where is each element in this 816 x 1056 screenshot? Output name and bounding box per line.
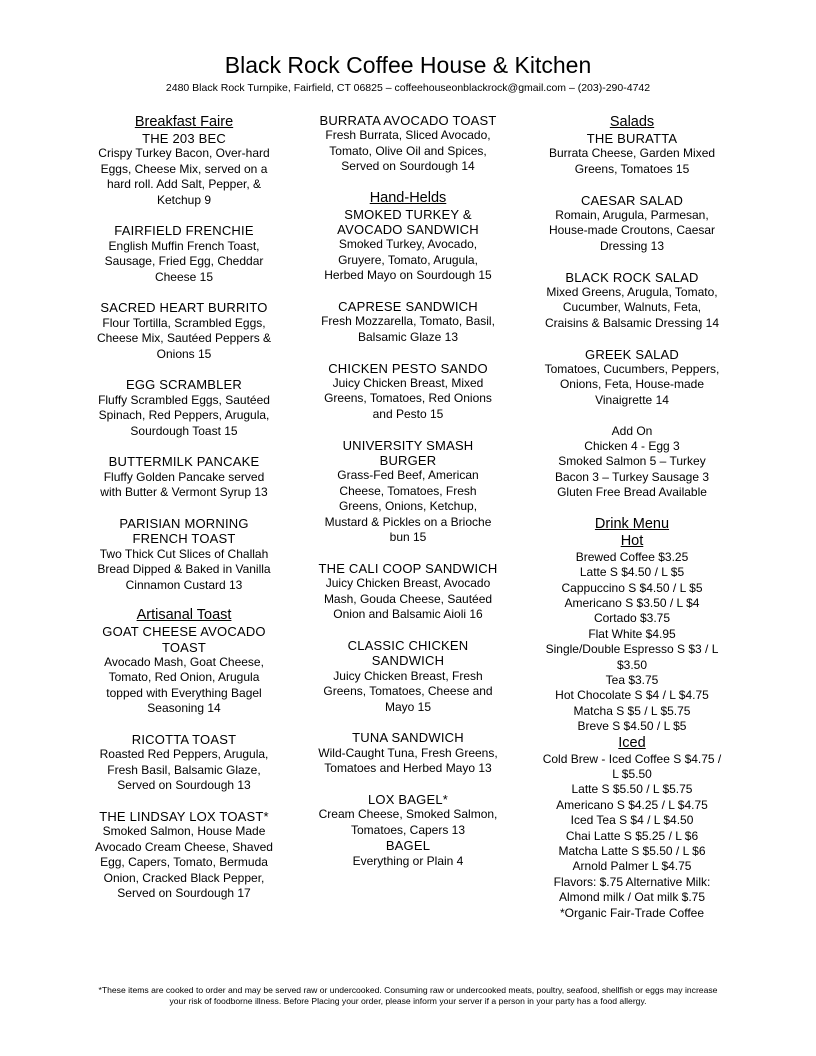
drink-item: Latte S $5.50 / L $5.75 — [571, 782, 693, 797]
menu-item-name: FAIRFIELD FRENCHIE — [114, 223, 254, 239]
menu-item-description: Smoked Turkey, Avocado, Gruyere, Tomato, Arugula, Herbed Mayo on Sourdough 15 — [324, 237, 492, 283]
menu-item-name: GOAT CHEESE AVOCADO TOAST — [102, 624, 266, 655]
menu-item-description: Fresh Burrata, Sliced Avocado, Tomato, Olive Oil and Spices, Served on Sourdough 14 — [325, 128, 491, 174]
add-on-line: Gluten Free Bread Available — [557, 485, 707, 500]
menu-item-name: RICOTTA TOAST — [131, 731, 237, 747]
section-heading-drink-menu: Drink Menu — [594, 515, 670, 532]
drink-item: Arnold Palmer L $4.75 — [572, 859, 692, 874]
menu-item-description: Flour Tortilla, Scrambled Eggs, Cheese Mix, Sautéed Peppers & Onions 15 — [96, 315, 272, 361]
menu-item-description: Romain, Arugula, Parmesan, House-made Croutons, Caesar Dressing 13 — [548, 208, 716, 253]
menu-item-name: SACRED HEART BURRITO — [100, 300, 268, 316]
section-heading-hand-helds: Hand-Helds — [369, 189, 447, 206]
menu-column-left — [94, 113, 274, 917]
menu-item — [318, 792, 498, 838]
menu-item-description: Fluffy Golden Pancake served with Butter & Vermont Syrup 13 — [100, 469, 268, 500]
menu-item — [94, 624, 274, 716]
menu-column-right — [541, 113, 723, 921]
drink-item: Tea $3.75 — [605, 672, 659, 687]
menu-item — [318, 207, 498, 284]
menu-item-name: TUNA SANDWICH — [352, 730, 464, 746]
drink-item: Americano S $4.25 / L $4.75 — [556, 797, 708, 812]
drink-item: Breve S $4.50 / L $5 — [577, 719, 687, 734]
menu-item-description: Fluffy Scrambled Eggs, Sautéed Spinach, Red Peppers, Arugula, Sourdough Toast 15 — [98, 392, 270, 438]
menu-item-description: Burrata Cheese, Garden Mixed Greens, Tomatoes 15 — [548, 146, 716, 176]
menu-item — [541, 131, 723, 177]
menu-item — [94, 377, 274, 439]
menu-item — [318, 361, 498, 423]
menu-item-description: Roasted Red Peppers, Arugula, Fresh Basil, Balsamic Glaze, Served on Sourdough 13 — [99, 747, 269, 793]
menu-item — [94, 809, 274, 901]
section-heading-artisanal-toast: Artisanal Toast — [136, 607, 232, 624]
drink-item: Americano S $3.50 / L $4 — [564, 595, 700, 610]
drink-item: Matcha Latte S $5.50 / L $6 — [558, 844, 706, 858]
menu-column-middle — [318, 113, 498, 884]
section-heading-salads: Salads — [609, 114, 655, 130]
menu-item-description: Two Thick Cut Slices of Challah Bread Dipped & Baked in Vanilla Cinnamon Custard 13 — [97, 546, 271, 592]
food-safety-disclaimer: *These items are cooked to order and may be served raw or undercooked. Consuming raw or undercooked meats, poultry, seafood, shellfish or eggs may increase your risk of foodborne illness. Before Placing your order, please inform your server if a person in your party has a food allergy. — [98, 985, 718, 1006]
menu-item-name: GREEK SALAD — [585, 346, 679, 362]
menu-item — [318, 561, 498, 623]
menu-item-description: Juicy Chicken Breast, Mixed Greens, Tomatoes, Red Onions and Pesto 15 — [324, 376, 492, 421]
menu-item — [94, 131, 274, 208]
drink-item: Chai Latte S $5.25 / L $6 — [565, 828, 699, 843]
menu-item-description: Smoked Salmon, House Made Avocado Cream Cheese, Shaved Egg, Capers, Tomato, Bermuda Onion, Cracked Black Pepper, Served on Sourdough 17 — [95, 824, 273, 900]
menu-item — [541, 270, 723, 332]
menu-item-name: CAPRESE SANDWICH — [338, 299, 478, 315]
menu-item-name: CLASSIC CHICKEN SANDWICH — [347, 637, 469, 669]
menu-item — [94, 300, 274, 362]
menu-item-description: Juicy Chicken Breast, Fresh Greens, Tomatoes, Cheese and Mayo 15 — [323, 668, 493, 714]
menu-item-name: BUTTERMILK PANCAKE — [108, 454, 260, 470]
menu-item-description: Juicy Chicken Breast, Avocado Mash, Gouda Cheese, Sautéed Onion and Balsamic Aioli 16 — [323, 576, 493, 622]
menu-item — [318, 113, 498, 175]
menu-item-name: SMOKED TURKEY & AVOCADO SANDWICH — [337, 206, 479, 238]
drink-item: Flavors: $.75 Alternative Milk: Almond milk / Oat milk $.75 — [553, 874, 711, 905]
menu-item-name: LOX BAGEL* — [367, 791, 449, 807]
drink-item: Single/Double Espresso S $3 / L $3.50 — [545, 642, 719, 672]
menu-item — [318, 730, 498, 776]
menu-item — [94, 223, 274, 285]
drink-item: Cortado $3.75 — [593, 611, 671, 626]
menu-item — [318, 438, 498, 546]
drink-item: Iced Tea S $4 / L $4.50 — [570, 813, 694, 828]
restaurant-title: Black Rock Coffee House & Kitchen — [224, 52, 592, 78]
drink-subheading-hot: Hot — [620, 532, 644, 549]
menu-item-name: THE CALI COOP SANDWICH — [318, 560, 498, 576]
add-on-line: Smoked Salmon 5 – Turkey Bacon 3 – Turkey Sausage 3 — [554, 454, 710, 484]
drink-subheading-iced: Iced — [618, 734, 646, 751]
restaurant-address: 2480 Black Rock Turnpike, Fairfield, CT 06825 – coffeehouseonblackrock@gmail.com – (203)-290-4742 — [165, 82, 651, 94]
menu-item — [318, 299, 498, 345]
menu-item-name: BAGEL — [385, 838, 431, 854]
menu-item-name: PARISIAN MORNING FRENCH TOAST — [119, 516, 249, 547]
menu-item-name: BLACK ROCK SALAD — [565, 269, 699, 285]
menu-item-name: THE 203 BEC — [142, 131, 226, 146]
menu-item-name: UNIVERSITY SMASH BURGER — [342, 437, 474, 469]
menu-item-description: Grass-Fed Beef, American Cheese, Tomatoes, Fresh Greens, Onions, Ketchup, Mustard & Pickles on a Brioche bun 15 — [324, 468, 492, 545]
add-on-title: Add On — [611, 423, 653, 438]
menu-item-description: Crispy Turkey Bacon, Over-hard Eggs, Cheese Mix, served on a hard roll. Add Salt, Pepper, & Ketchup 9 — [98, 146, 270, 207]
menu-item-name: EGG SCRAMBLER — [125, 377, 242, 393]
menu-item — [94, 454, 274, 500]
menu-item-description: Avocado Mash, Goat Cheese, Tomato, Red Onion, Arugula topped with Everything Bagel Seasoning 14 — [104, 654, 264, 716]
menu-item-description: Cream Cheese, Smoked Salmon, Tomatoes, Capers 13 — [318, 807, 498, 837]
menu-item-description: English Muffin French Toast, Sausage, Fried Egg, Cheddar Cheese 15 — [104, 238, 264, 284]
drink-item: *Organic Fair-Trade Coffee — [559, 905, 705, 920]
drink-item: Hot Chocolate S $4 / L $4.75 — [555, 688, 709, 703]
drink-item: Matcha S $5 / L $5.75 — [573, 703, 691, 718]
drink-item: Cappuccino S $4.50 / L $5 — [561, 580, 703, 595]
section-heading-breakfast: Breakfast Faire — [134, 114, 234, 130]
menu-item — [94, 516, 274, 593]
menu-item-name: THE LINDSAY LOX TOAST* — [99, 808, 269, 824]
add-on-line: Chicken 4 - Egg 3 — [584, 439, 680, 454]
menu-item-name: CHICKEN PESTO SANDO — [328, 360, 488, 376]
drink-item: Latte S $4.50 / L $5 — [579, 565, 685, 580]
add-on-block — [541, 424, 723, 501]
menu-item-description: Everything or Plain 4 — [352, 853, 464, 868]
menu-item-description: Wild-Caught Tuna, Fresh Greens, Tomatoes and Herbed Mayo 13 — [318, 745, 498, 776]
drink-item: Cold Brew - Iced Coffee S $4.75 / L $5.50 — [542, 751, 722, 781]
menu-item-description: Fresh Mozzarella, Tomato, Basil, Balsamic Glaze 13 — [321, 314, 495, 344]
menu-item — [541, 193, 723, 255]
menu-item — [541, 347, 723, 409]
menu-item-name: THE BURATTA — [586, 131, 678, 146]
menu-item-name: BURRATA AVOCADO TOAST — [319, 113, 497, 128]
menu-item — [318, 838, 498, 869]
drink-item: Brewed Coffee $3.25 — [575, 549, 689, 564]
menu-item — [318, 638, 498, 715]
drink-item: Flat White $4.95 — [588, 626, 676, 641]
menu-item-name: CAESAR SALAD — [580, 192, 684, 208]
menu-item-description: Mixed Greens, Arugula, Tomato, Cucumber, Walnuts, Feta, Craisins & Balsamic Dressing 14 — [544, 285, 720, 330]
menu-item-description: Tomatoes, Cucumbers, Peppers, Onions, Feta, House-made Vinaigrette 14 — [544, 362, 720, 407]
menu-item — [94, 732, 274, 794]
